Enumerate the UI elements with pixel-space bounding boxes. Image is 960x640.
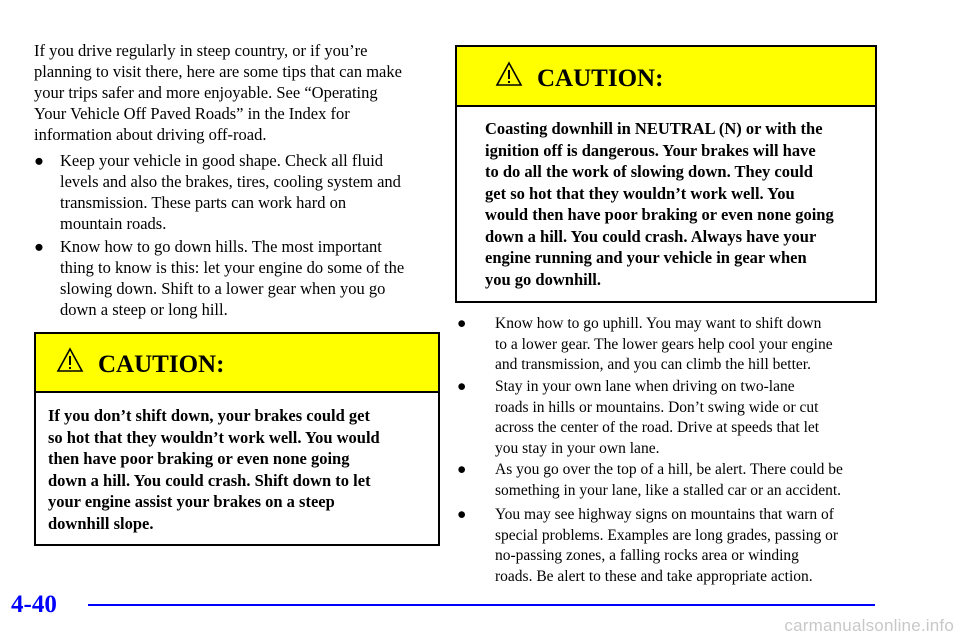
- text-line: You may see highway signs on mountains that warn of: [495, 506, 834, 523]
- text-line: If you don’t shift down, your brakes could get: [48, 406, 370, 425]
- text-line: you go downhill.: [485, 269, 601, 289]
- bullet-icon: ●: [457, 506, 467, 523]
- text-line: no-passing zones, a falling rocks area or winding: [495, 547, 799, 564]
- bullet-text: [60, 150, 401, 234]
- text-line: ignition off is dangerous. Your brakes will have: [485, 140, 816, 160]
- text-line: slowing down. Shift to a lower gear when you go: [60, 279, 386, 298]
- bullet-icon: ●: [457, 315, 467, 332]
- text-line: get so hot that they wouldn’t work well. You: [485, 183, 795, 203]
- warning-triangle-icon: [495, 61, 523, 87]
- text-line: levels and also the brakes, tires, cooling system and: [60, 172, 401, 191]
- caution-box: [34, 332, 440, 546]
- caution-title: CAUTION:: [537, 65, 664, 92]
- intro-paragraph: [34, 40, 402, 145]
- bullet-text: [495, 314, 833, 376]
- text-line: so hot that they wouldn’t work well. You would: [48, 427, 380, 447]
- caution-header: [36, 334, 438, 393]
- text-line: Your Vehicle Off Paved Roads” in the Index for: [34, 104, 350, 123]
- text-line: Know how to go uphill. You may want to shift down: [495, 315, 822, 332]
- page-number: 4-40: [11, 591, 57, 618]
- text-line: Know how to go down hills. The most important: [60, 237, 382, 256]
- text-line: down a hill. You could crash. Shift down to let: [48, 470, 371, 490]
- bullet-icon: ●: [457, 378, 467, 395]
- text-line: transmission. These parts can work hard on: [60, 193, 347, 212]
- text-line: your trips safer and more enjoyable. See “Operating: [34, 83, 378, 102]
- text-line: information about driving off-road.: [34, 125, 267, 144]
- text-line: Stay in your own lane when driving on two-lane: [495, 378, 795, 395]
- caution-header: [457, 47, 875, 107]
- watermark: carmanualsonline.info: [784, 616, 954, 635]
- text-line: special problems. Examples are long grades, passing or: [495, 526, 839, 544]
- text-line: As you go over the top of a hill, be alert. There could be: [495, 461, 843, 478]
- text-line: would then have poor braking or even none going: [485, 205, 834, 224]
- text-line: down a hill. You could crash. Always have your: [485, 226, 817, 246]
- bullet-icon: ●: [34, 237, 44, 256]
- text-line: your engine assist your brakes on a steep: [48, 492, 335, 511]
- text-line: Keep your vehicle in good shape. Check all fluid: [60, 151, 384, 170]
- text-line: roads in hills or mountains. Don’t swing wide or cut: [495, 398, 819, 416]
- bullet-text: [60, 236, 404, 320]
- text-line: something in your lane, like a stalled car or an accident.: [495, 481, 842, 499]
- text-line: and transmission, and you can climb the hill better.: [495, 356, 811, 373]
- caution-text: [485, 118, 834, 290]
- text-line: down a steep or long hill.: [60, 300, 228, 319]
- text-line: you stay in your own lane.: [495, 439, 660, 457]
- text-line: to a lower gear. The lower gears help cool your engine: [495, 335, 833, 353]
- caution-text: [48, 405, 380, 534]
- footer-rule: [88, 604, 875, 606]
- caution-title: CAUTION:: [98, 351, 225, 378]
- bullet-icon: ●: [457, 461, 467, 478]
- text-line: to do all the work of slowing down. They could: [485, 162, 813, 181]
- caution-box: [455, 45, 877, 303]
- text-line: mountain roads.: [60, 214, 167, 233]
- bullet-text: [495, 505, 838, 587]
- bullet-text: [495, 460, 843, 501]
- text-line: then have poor braking or even none going: [48, 449, 350, 468]
- text-line: engine running and your vehicle in gear when: [485, 248, 807, 267]
- bullet-text: [495, 377, 819, 459]
- text-line: planning to visit there, here are some tips that can make: [34, 62, 402, 81]
- text-line: If you drive regularly in steep country, or if you’re: [34, 41, 368, 60]
- warning-triangle-icon: [56, 347, 84, 373]
- text-line: Coasting downhill in NEUTRAL (N) or with the: [485, 119, 823, 138]
- text-line: thing to know is this: let your engine do some of the: [60, 258, 405, 277]
- text-line: roads. Be alert to these and take appropriate action.: [495, 567, 813, 585]
- bullet-icon: ●: [34, 151, 44, 170]
- text-line: across the center of the road. Drive at speeds that let: [495, 419, 820, 436]
- text-line: downhill slope.: [48, 513, 154, 533]
